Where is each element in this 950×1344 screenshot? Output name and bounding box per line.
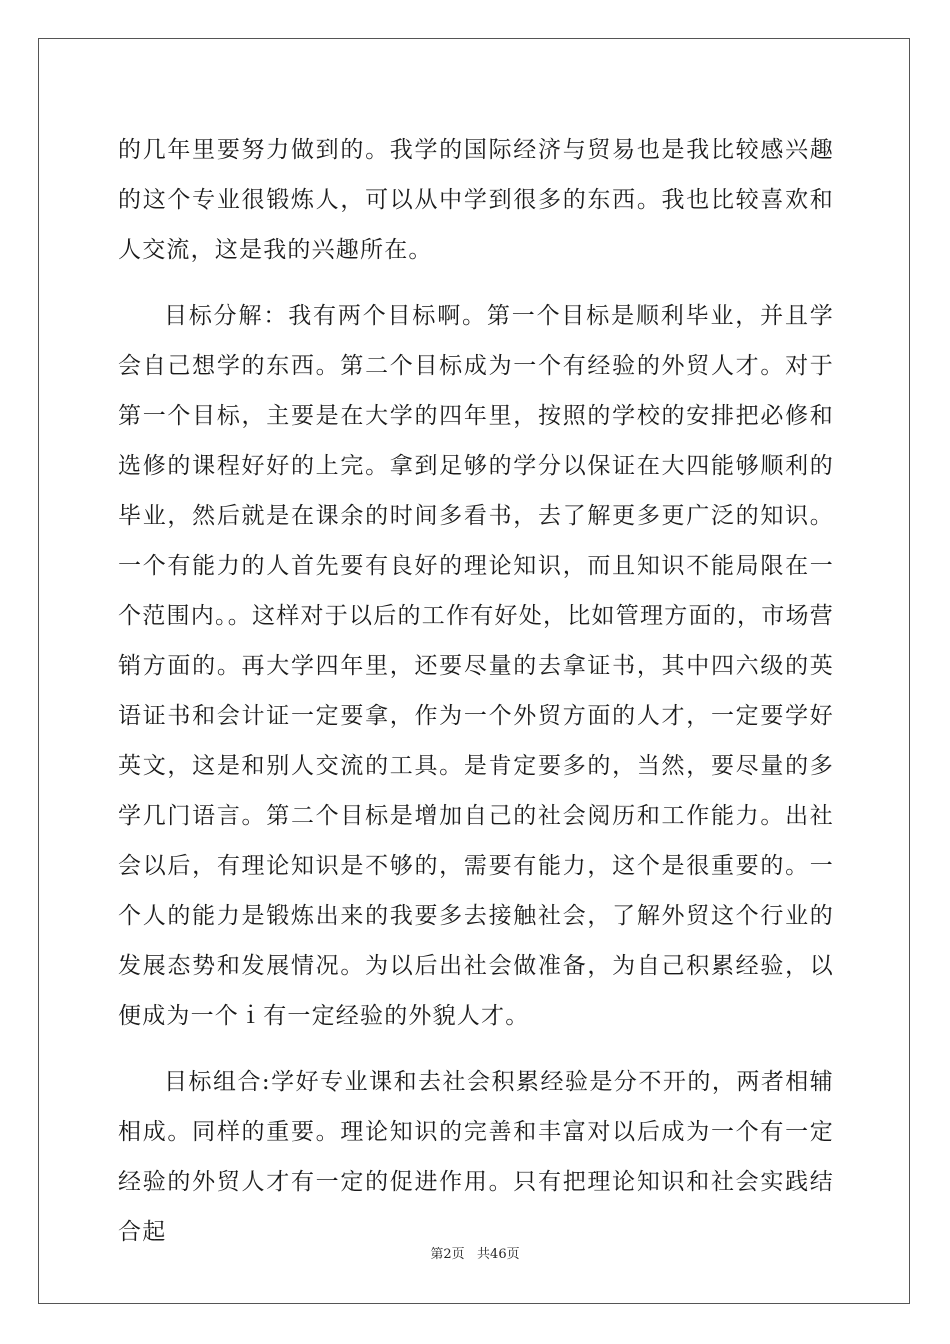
paragraph-intro: 的几年里要努力做到的。我学的国际经济与贸易也是我比较感兴趣的这个专业很锻炼人，可以从中学到很多的东西。我也比较喜欢和人交流，这是我的兴趣所在。 xyxy=(118,137,834,263)
paragraph-goal-combination: 目标组合:学好专业课和去社会积累经验是分不开的，两者相辅相成。同样的重要。理论知识的完善和丰富对以后成为一个有一定经验的外贸人才有一定的促进作用。只有把理论知识和社会实践结合起 xyxy=(118,1069,834,1245)
page-number-footer: 第2页 共46页 xyxy=(430,1247,520,1262)
paragraph-goal-breakdown: 目标分解：我有两个目标啊。第一个目标是顺利毕业，并且学会自己想学的东西。第二个目标成为一个有经验的外贸人才。对于第一个目标，主要是在大学的四年里，按照的学校的安排把必修和选修的课程好好的上完。拿到足够的学分以保证在大四能够顺利的毕业，然后就是在课余的时间多看书，去了解更多更广泛的知识。一个有能力的人首先要有良好的理论知识，而且知识不能局限在一个范围内。。这样对于以后的工作有好处，比如管理方面的，市场营销方面的。再大学四年里，还要尽量的去拿证书，其中四六级的英语证书和会计证一定要拿，作为一个外贸方面的人才，一定要学好英文，这是和别人交流的工具。是肯定要多的，当然，要尽量的多学几门语言。第二个目标是增加自己的社会阅历和工作能力。出社会以后，有理论知识是不够的，需要有能力，这个是很重要的。一个人的能力是锻炼出来的我要多去接触社会，了解外贸这个行业的发展态势和发展情况。为以后出社会做准备，为自己积累经验，以便成为一个ｉ有一定经验的外貌人才。 xyxy=(118,303,834,1029)
document-body xyxy=(118,125,834,1273)
